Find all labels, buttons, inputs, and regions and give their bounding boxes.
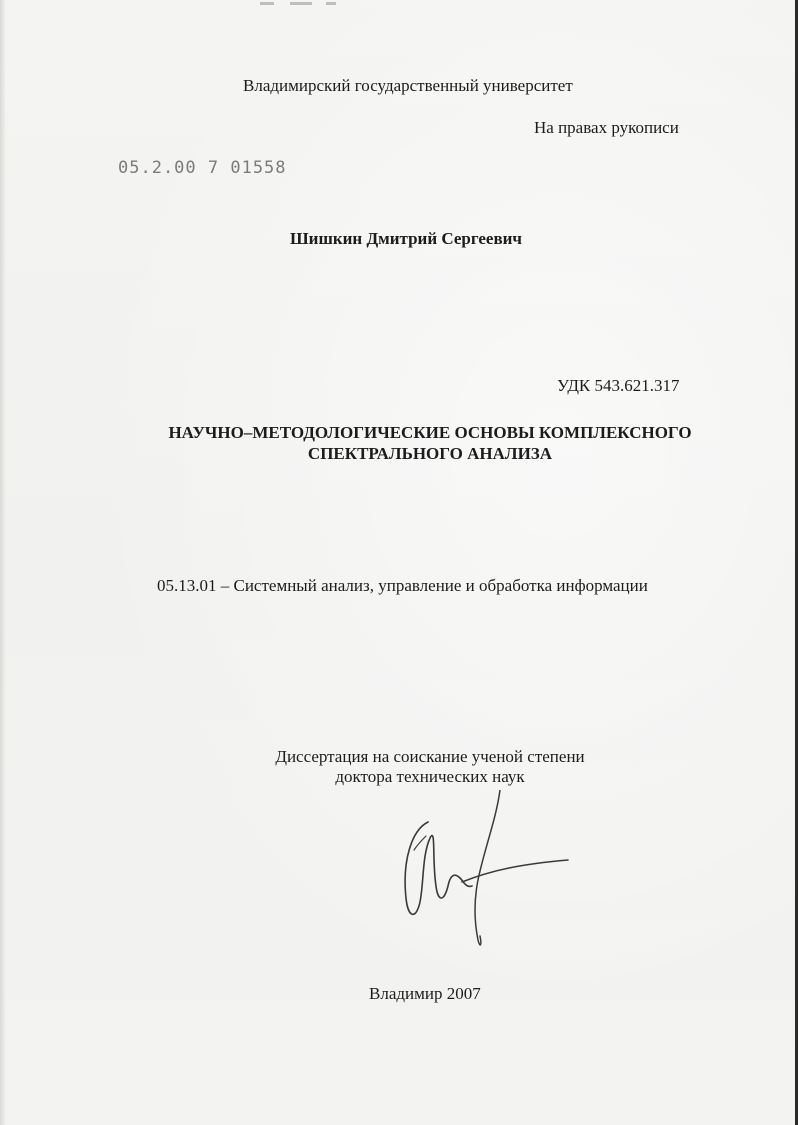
degree-line-1: Диссертация на соискание ученой степени [275,747,585,766]
author-name: Шишкин Дмитрий Сергеевич [290,229,523,248]
library-stamp: 05.2.00 7 01558 [118,158,287,178]
scan-artifact [260,0,380,8]
degree-statement [240,747,620,787]
city-year: Владимир 2007 [369,984,481,1003]
specialty-code: 05.13.01 – Системный анализ, управление и обработка информации [157,576,648,595]
degree-line-2: доктора технических наук [335,767,525,786]
handwritten-signature [392,790,572,950]
title-line-2: СПЕКТРАЛЬНОГО АНАЛИЗА [307,444,553,463]
rights-notice: На правах рукописи [534,118,679,137]
dissertation-title [120,422,740,464]
scan-edge-left [0,0,6,1125]
title-line-1: НАУЧНО–МЕТОДОЛОГИЧЕСКИЕ ОСНОВЫ КОМПЛЕКСНОГО [168,423,692,442]
udk-code: УДК 543.621.317 [557,376,680,395]
university-name: Владимирский государственный университет [243,76,573,95]
